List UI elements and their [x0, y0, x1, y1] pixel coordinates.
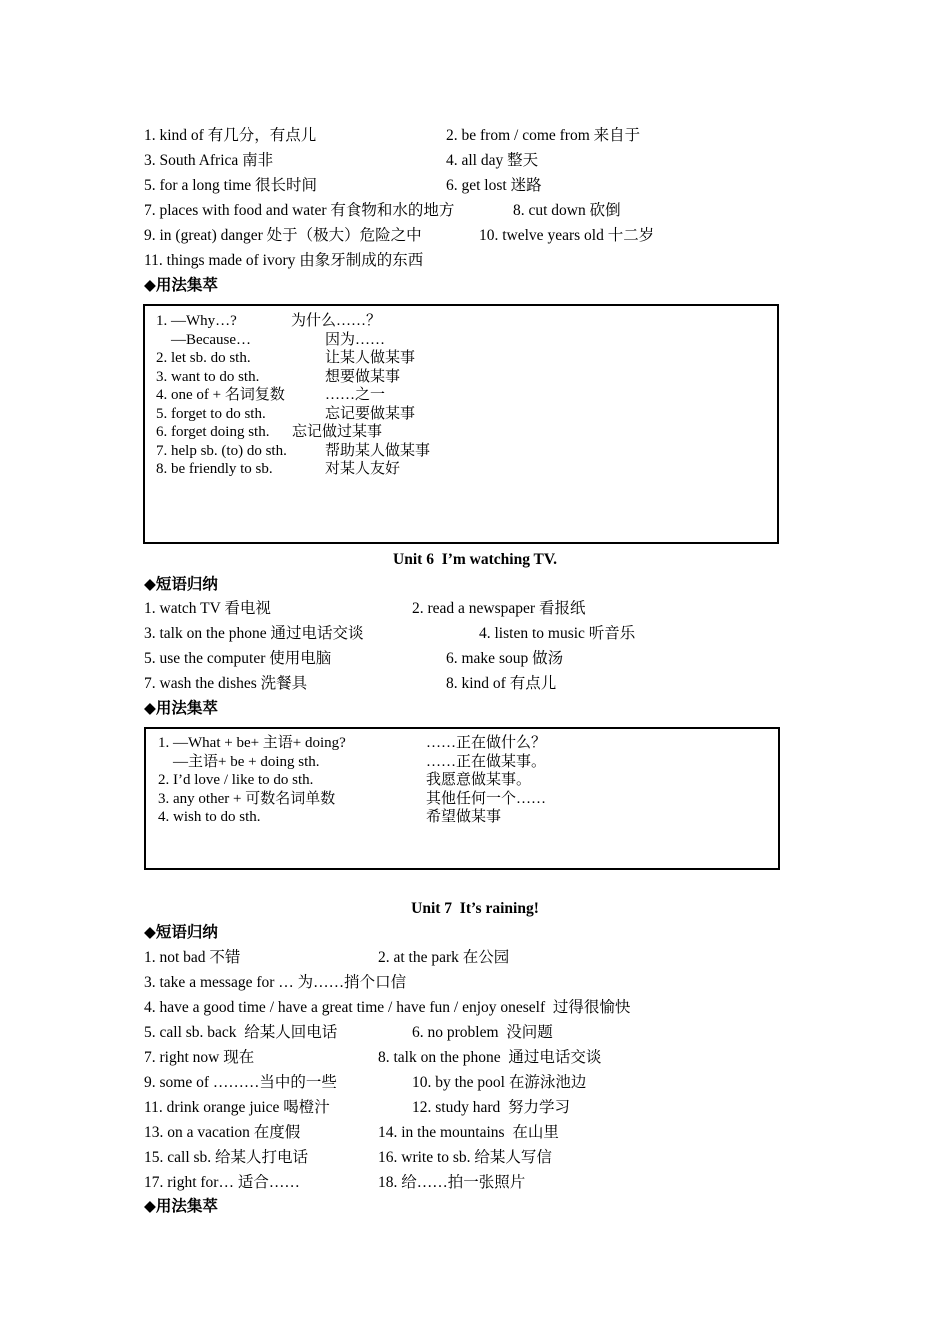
usage-zh: ……之一 — [325, 387, 386, 403]
usage-heading: ◆用法集萃 — [144, 700, 218, 717]
usage-zh: 帮助某人做某事 — [325, 442, 431, 459]
usage-zh: 让某人做某事 — [325, 350, 416, 366]
phrase-item: 13. on a vacation 在度假 — [144, 1124, 301, 1141]
phrase-item: 9. in (great) danger 处于（极大）危险之中 — [144, 227, 422, 244]
usage-en: 3. want to do sth. — [156, 368, 260, 385]
phrase-item: 8. cut down 砍倒 — [513, 202, 621, 219]
phrase-item: 5. use the computer 使用电脑 — [144, 650, 332, 667]
phrase-item: 11. drink orange juice 喝橙汁 — [144, 1099, 330, 1116]
usage-zh: 忘记要做某事 — [325, 405, 416, 422]
unit-title: Unit 6 I’m watching TV. — [393, 551, 557, 568]
phrase-item: 7. places with food and water 有食物和水的地方 — [144, 202, 455, 219]
usage-zh: ……正在做某事。 — [426, 753, 547, 770]
phrase-item: 15. call sb. 给某人打电话 — [144, 1149, 309, 1166]
phrase-item: 7. wash the dishes 洗餐具 — [144, 675, 308, 692]
usage-zh: 希望做某事 — [426, 809, 502, 825]
phrase-item: 10. by the pool 在游泳池边 — [412, 1074, 587, 1091]
usage-zh: 想要做某事 — [325, 368, 401, 385]
phrase-item: 8. kind of 有点儿 — [446, 675, 557, 692]
usage-en: 3. any other + 可数名词单数 — [158, 790, 336, 807]
usage-en: 2. let sb. do sth. — [156, 350, 251, 366]
phrase-item: 6. get lost 迷路 — [446, 177, 542, 194]
unit-title: Unit 7 It’s raining! — [411, 900, 539, 917]
usage-en: 5. forget to do sth. — [156, 405, 266, 422]
phrase-item: 5. call sb. back 给某人回电话 — [144, 1024, 338, 1041]
usage-en: 1. —Why…? — [156, 313, 237, 329]
phrase-item: 7. right now 现在 — [144, 1049, 255, 1066]
usage-zh: 忘记做过某事 — [292, 424, 383, 440]
usage-zh: 我愿意做某事。 — [426, 772, 532, 788]
phrase-item: 1. kind of 有几分，有点儿 — [144, 127, 317, 144]
phrase-item: 1. watch TV 看电视 — [144, 600, 271, 617]
usage-en: 4. one of + 名词复数 — [156, 387, 285, 403]
phrase-item: 2. read a newspaper 看报纸 — [412, 600, 586, 617]
usage-en: 1. —What + be+ 主语+ doing? — [158, 735, 346, 751]
usage-heading: ◆用法集萃 — [144, 1198, 218, 1215]
phrases-heading: ◆短语归纳 — [144, 576, 218, 593]
phrases-heading: ◆短语归纳 — [144, 924, 218, 941]
phrase-item: 18. 给……拍一张照片 — [378, 1174, 526, 1191]
phrase-item: 2. at the park 在公园 — [378, 949, 510, 966]
phrase-item: 6. make soup 做汤 — [446, 650, 564, 667]
usage-zh: 为什么……？ — [291, 313, 382, 329]
phrase-item: 5. for a long time 很长时间 — [144, 177, 318, 194]
phrase-item: 11. things made of ivory 由象牙制成的东西 — [144, 252, 424, 269]
phrase-item: 16. write to sb. 给某人写信 — [378, 1149, 552, 1166]
phrase-item: 2. be from / come from 来自于 — [446, 127, 641, 144]
phrase-item: 9. some of ………当中的一些 — [144, 1074, 337, 1091]
usage-en: 4. wish to do sth. — [158, 809, 261, 825]
phrase-item: 6. no problem 没问题 — [412, 1024, 553, 1041]
phrase-item: 1. not bad 不错 — [144, 949, 241, 966]
usage-zh: 对某人友好 — [325, 461, 401, 477]
phrase-item: 12. study hard 努力学习 — [412, 1099, 571, 1116]
phrase-item: 4. all day 整天 — [446, 152, 539, 169]
usage-en: 2. I’d love / like to do sth. — [158, 772, 314, 788]
usage-en: —主语+ be + doing sth. — [158, 753, 320, 770]
phrase-item: 8. talk on the phone 通过电话交谈 — [378, 1049, 602, 1066]
phrase-item: 3. take a message for … 为……捎个口信 — [144, 974, 407, 991]
phrase-item: 3. South Africa 南非 — [144, 152, 274, 169]
usage-en: —Because… — [156, 331, 251, 348]
usage-zh: ……正在做什么？ — [426, 735, 547, 751]
usage-en: 7. help sb. (to) do sth. — [156, 442, 287, 459]
usage-heading: ◆用法集萃 — [144, 277, 218, 294]
phrase-item: 3. talk on the phone 通过电话交谈 — [144, 625, 364, 642]
usage-en: 6. forget doing sth. — [156, 424, 270, 440]
usage-zh: 其他任何一个…… — [426, 790, 547, 807]
usage-en: 8. be friendly to sb. — [156, 461, 273, 477]
phrase-item: 4. listen to music 听音乐 — [479, 625, 636, 642]
usage-zh: 因为…… — [325, 331, 386, 348]
phrase-item: 17. right for… 适合…… — [144, 1174, 300, 1191]
phrase-item: 10. twelve years old 十二岁 — [479, 227, 655, 244]
phrase-item: 4. have a good time / have a great time / have fun / enjoy oneself 过得很愉快 — [144, 999, 631, 1016]
phrase-item: 14. in the mountains 在山里 — [378, 1124, 559, 1141]
